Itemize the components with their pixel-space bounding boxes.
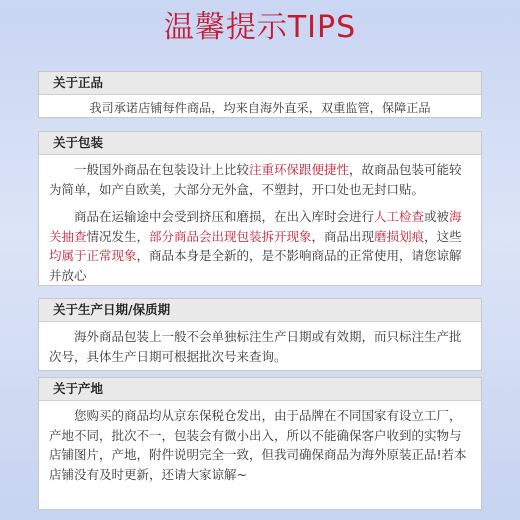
highlight-text: 磨损划痕	[374, 228, 425, 244]
highlight-text: 部分商品会出现包装拆开现象	[149, 228, 312, 244]
text-run: 或被	[424, 209, 450, 224]
section-genuine	[38, 71, 482, 118]
highlight-text: 均属于正常现象	[49, 248, 137, 263]
highlight-text: 人工检查	[374, 209, 425, 224]
section-origin	[38, 377, 482, 510]
section-text: 您购买的商品均从京东保税仓发出，由于品牌在不同国家有设立工厂，产地不同，批次不一，包装会有微小出入，所以不能确保客户收到的实物与店铺图片，产地，附件说明完全一致，但我司确保商品为海外原装正品!若本店铺没有及时更新，还请大家谅解~	[49, 408, 467, 482]
section-production-date	[38, 298, 482, 371]
text-run: ，故商品包装可能较为简单，如产自欧美，大部分无外盒，不塑封，开口处也无封口贴。	[49, 162, 462, 197]
section-heading: 关于生产日期/保质期	[39, 299, 481, 322]
page-title: 温馨提示TIPS	[163, 10, 357, 45]
section-heading: 关于正品	[39, 72, 481, 95]
packaging-paragraph-2	[49, 207, 469, 285]
section-body	[39, 322, 481, 370]
text-run: ，这些	[424, 228, 462, 244]
packaging-paragraph-1	[49, 160, 469, 199]
text-run: ，商品本身是全新的，是不影响商品的正常使用，请您谅解并放心	[49, 248, 462, 283]
text-run: ，商品出现	[311, 228, 375, 244]
text-run: 商品在运输途中会受到挤压和磨损，在出入库时会进行	[74, 209, 375, 224]
section-text: 海外商品包装上一般不会单独标注生产日期或有效期，而只标注生产批次号，具体生产日期可根据批次号来查询。	[49, 329, 462, 364]
section-body	[39, 401, 481, 488]
section-heading: 关于包装	[39, 132, 481, 155]
section-packaging	[38, 131, 482, 286]
section-text: 我司承诺店铺每件商品，均来自海外直采，双重监管，保障正品	[89, 101, 431, 115]
text-run: 情况发生，	[86, 228, 150, 244]
section-body	[39, 155, 481, 289]
text-run: 一般国外商品在包装设计上比较	[74, 162, 250, 177]
section-heading: 关于产地	[39, 378, 481, 401]
highlight-text: 海关抽查	[49, 209, 462, 244]
highlight-text: 注重环保跟便捷性	[249, 162, 350, 177]
